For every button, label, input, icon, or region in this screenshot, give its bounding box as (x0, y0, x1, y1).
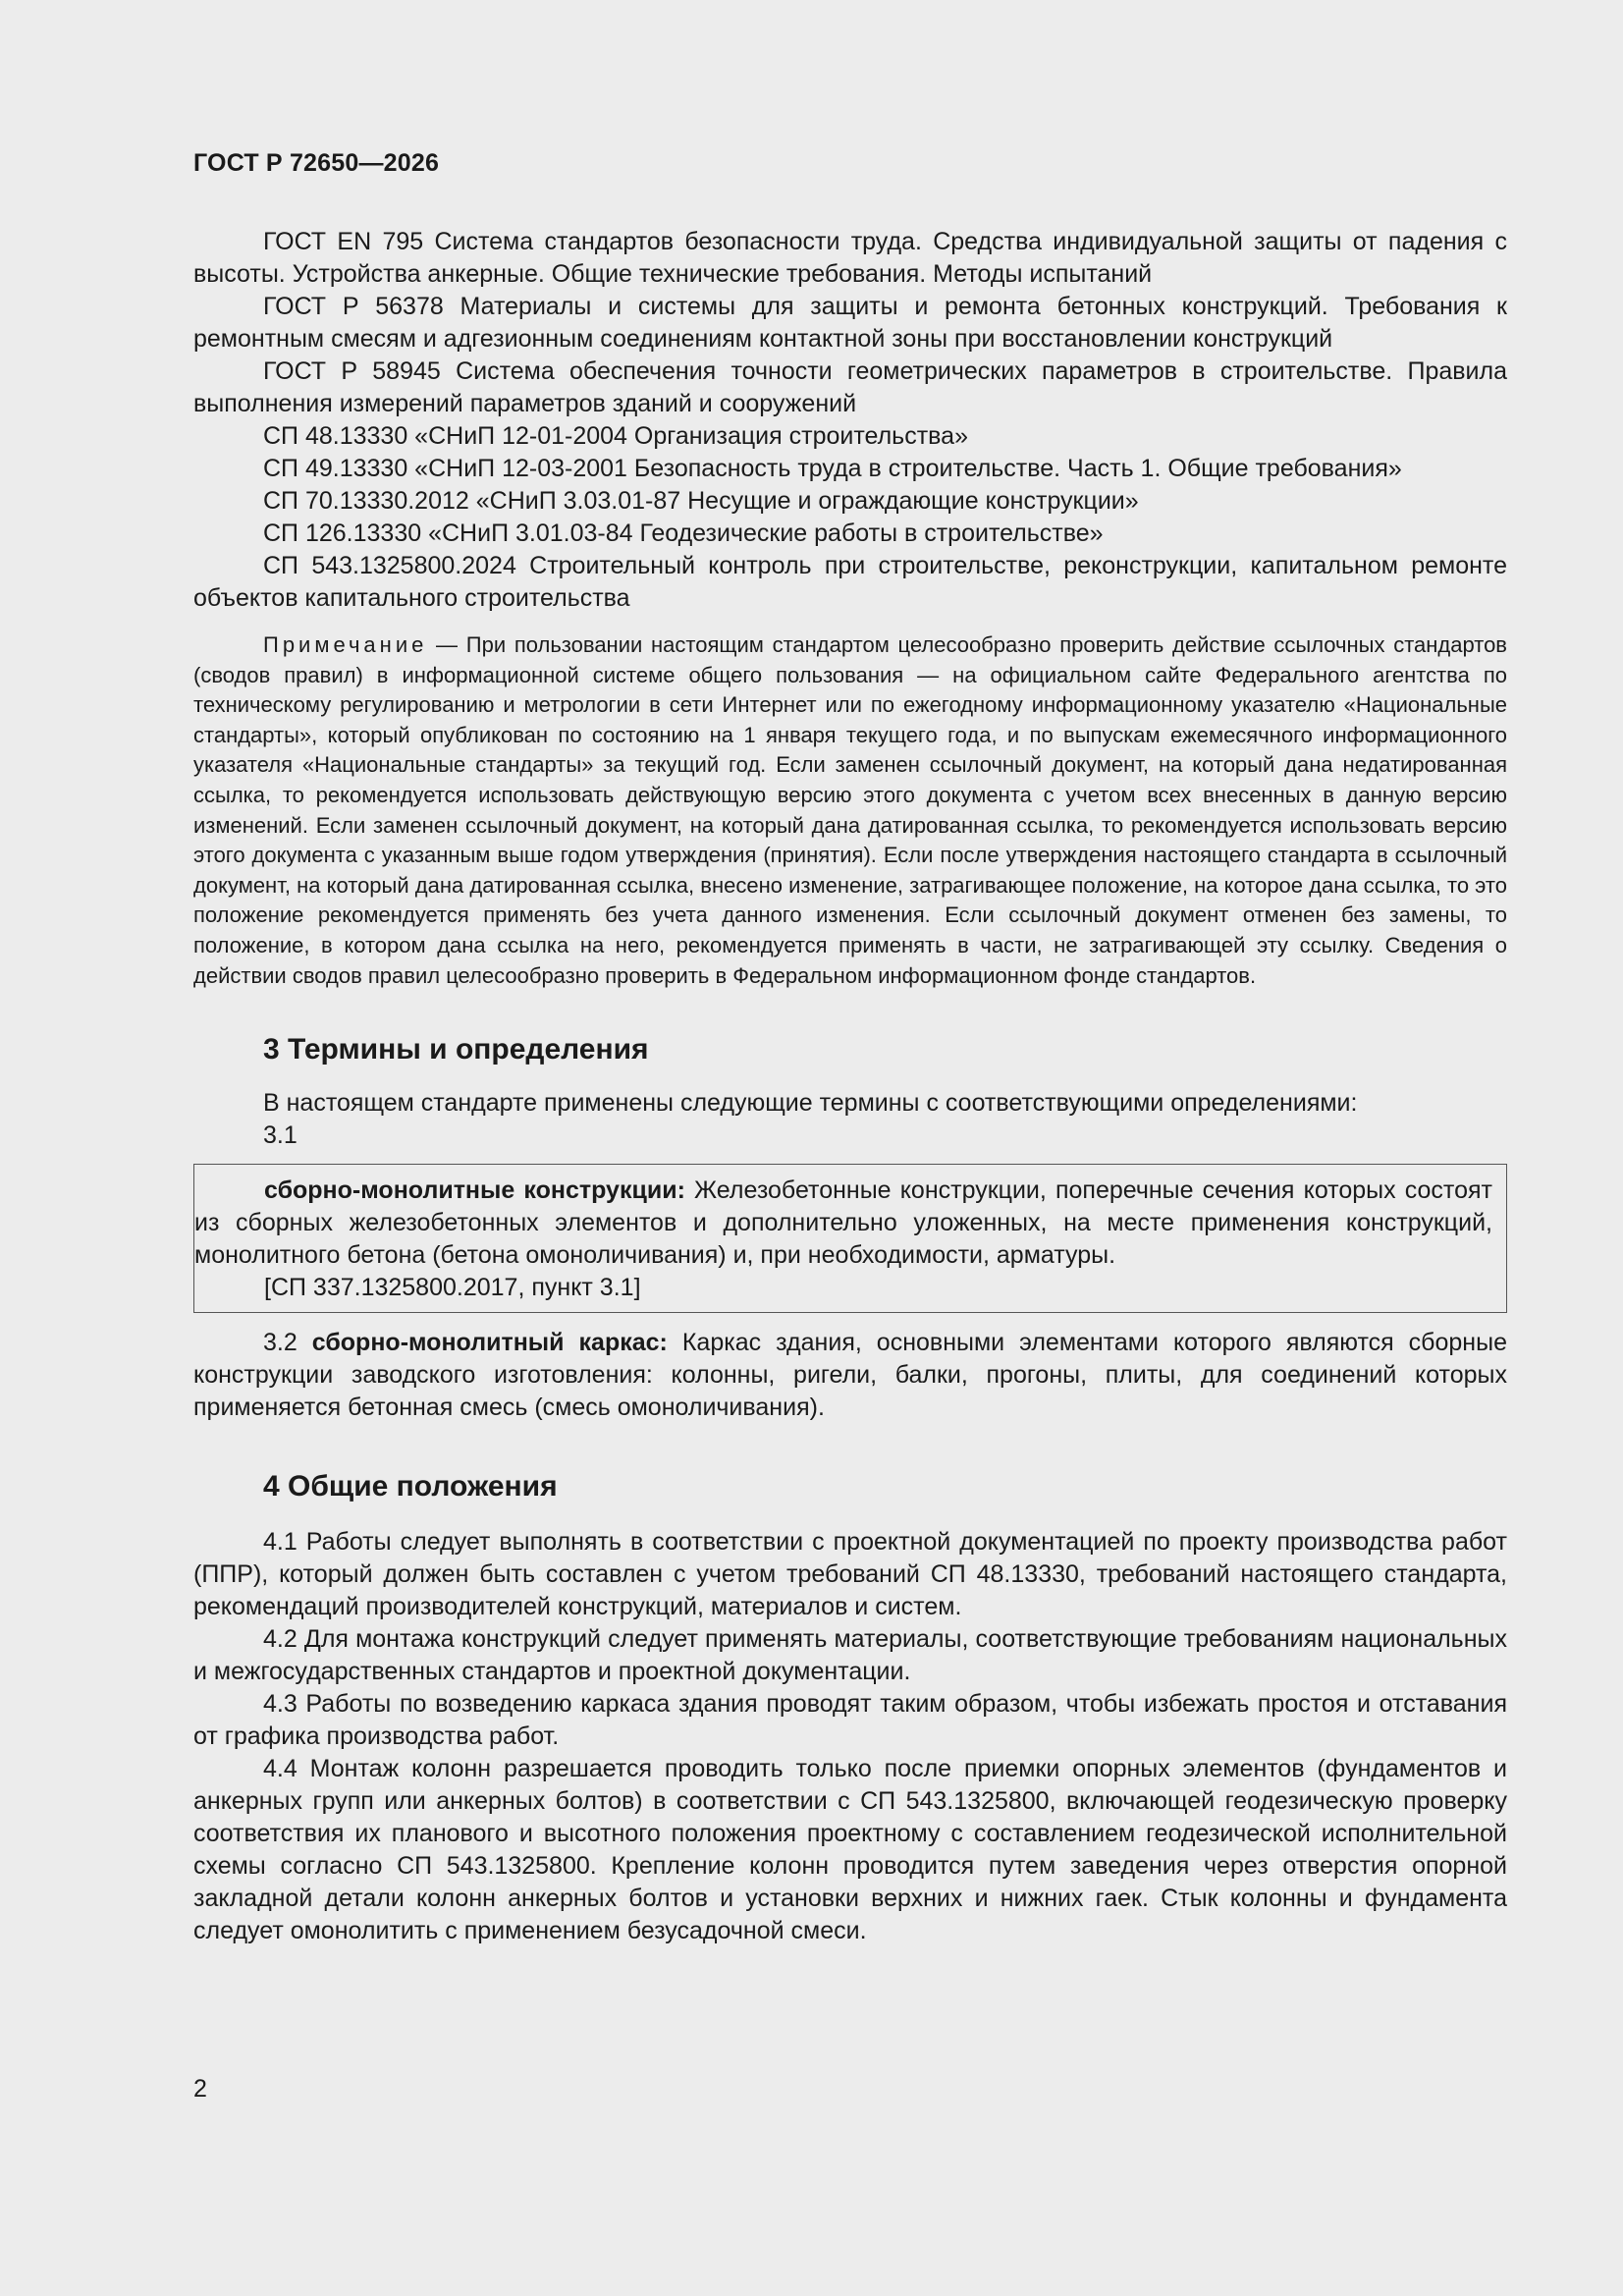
document-body (193, 226, 1507, 1947)
section-4-paragraph: 4.1 Работы следует выполнять в соответствии с проектной документацией по проекту производства работ (ППР), который должен быть составлен с учетом требований СП 48.13330, требований настоящего стандарта, рекомендаций производителей конструкций, материалов и систем. (193, 1528, 1507, 1621)
section-4-paragraph: 4.4 Монтаж колонн разрешается проводить только после приемки опорных элементов (фундаментов и анкерных групп или анкерных болтов) в соответствии с СП 543.1325800, включающей геодезическую проверку соответствия их планового и высотного положения проектному с составлением геодезической исполнительной схемы согласно СП 543.1325800. Крепление колонн проводится путем заведения через отверстия опорной закладной детали колонн анкерных болтов и установки верхних и нижних гаек. Стык колонны и фундамента следует омонолитить с применением безусадочной смеси. (193, 1755, 1507, 1945)
section-4-paragraph: 4.2 Для монтажа конструкций следует применять материалы, соответствующие требованиям национальных и межгосударственных стандартов и проектной документации. (193, 1625, 1507, 1686)
reference-item: СП 70.13330.2012 «СНиП 3.03.01-87 Несущие и ограждающие конструкции» (263, 487, 1139, 515)
term-3-2 (193, 1327, 1507, 1424)
term-name: сборно-монолитный каркас: (311, 1329, 668, 1357)
term-definition-text: Железобетонные конструкции, поперечные сечения которых состоят из сборных железобетонных элементов и дополнительно уложенных, на месте применения конструкций, монолитного бетона (бетона омоноличивания) и, при необходимости, арматуры. (194, 1176, 1492, 1270)
note-text: — При пользовании настоящим стандартом целесообразно проверить действие ссылочных стандартов (сводов правил) в информационной системе общего пользования — на официальном сайте Федерального агентства по техническому регулированию и метрологии в сети Интернет или по ежегодному информационному указателю «Национальные стандарты», который опубликован по состоянию на 1 января текущего года, и по выпускам ежемесячного информационного указателя «Национальные стандарты» за текущий год. Если заменен ссылочный документ, на который дана недатированная ссылка, то рекомендуется использовать действующую версию этого документа с учетом всех внесенных в данную версию изменений. Если заменен ссылочный документ, на который дана датированная ссылка, то рекомендуется использовать версию этого документа с указанным выше годом утверждения (принятия). Если после утверждения настоящего стандарта в ссылочный документ, на который дана датированная ссылка, внесено изменение, затрагивающее положение, на которое дана ссылка, то это положение рекомендуется применять без учета данного изменения. Если ссылочный документ отменен без замены, то положение, в котором дана ссылка на него, рекомендуется применять в части, не затрагивающей эту ссылку. Сведения о действии сводов правил целесообразно проверить в Федеральном информационном фонде стандартов. (193, 632, 1507, 988)
section-4-body (193, 1526, 1507, 1947)
term-number: 3.1 (263, 1121, 298, 1150)
note-label: Примечание (263, 632, 428, 657)
term-name: сборно-монолитные конструкции: (264, 1176, 685, 1205)
term-definition-text: Каркас здания, основными элементами которого являются сборные конструкции заводского изготовления: колонны, ригели, балки, прогоны, плиты, для соединений которых применяется бетонная смесь (смесь омоноличивания). (193, 1329, 1507, 1422)
section-4-paragraph: 4.3 Работы по возведению каркаса здания проводят таким образом, чтобы избежать простоя и отставания от графика производства работ. (193, 1690, 1507, 1751)
reference-item: СП 48.13330 «СНиП 12-01-2004 Организация строительства» (263, 422, 968, 450)
term-source: [СП 337.1325800.2017, пункт 3.1] (264, 1274, 641, 1302)
term-number: 3.2 (263, 1329, 312, 1357)
section-3-title: 3 Термины и определения (263, 1033, 649, 1066)
term-definition-box (193, 1164, 1507, 1313)
term-definition (194, 1175, 1492, 1272)
reference-item: СП 126.13330 «СНиП 3.01.03-84 Геодезические работы в строительстве» (263, 519, 1104, 547)
reference-item: ГОСТ Р 58945 Система обеспечения точности геометрических параметров в строительстве. Правила выполнения измерений параметров зданий и сооружений (193, 357, 1507, 417)
page-number: 2 (193, 2075, 207, 2103)
reference-item: СП 543.1325800.2024 Строительный контроль при строительстве, реконструкции, капитальном ремонте объектов капитального строительства (193, 552, 1507, 612)
document-header-code: ГОСТ Р 72650—2026 (193, 149, 440, 177)
section-4-title: 4 Общие положения (263, 1470, 558, 1503)
reference-item: ГОСТ Р 56378 Материалы и системы для защиты и ремонта бетонных конструкций. Требования к ремонтным смесям и адгезионным соединениям контактной зоны при восстановлении конструкций (193, 293, 1507, 353)
section-3-intro: В настоящем стандарте применены следующие термины с соответствующими определениями: (263, 1089, 1358, 1118)
references-list (193, 226, 1507, 615)
reference-item: СП 49.13330 «СНиП 12-03-2001 Безопасность труда в строительстве. Часть 1. Общие требования» (263, 455, 1402, 482)
reference-item: ГОСТ EN 795 Система стандартов безопасности труда. Средства индивидуальной защиты от падения с высоты. Устройства анкерные. Общие технические требования. Методы испытаний (193, 228, 1507, 288)
note-paragraph (193, 630, 1507, 991)
